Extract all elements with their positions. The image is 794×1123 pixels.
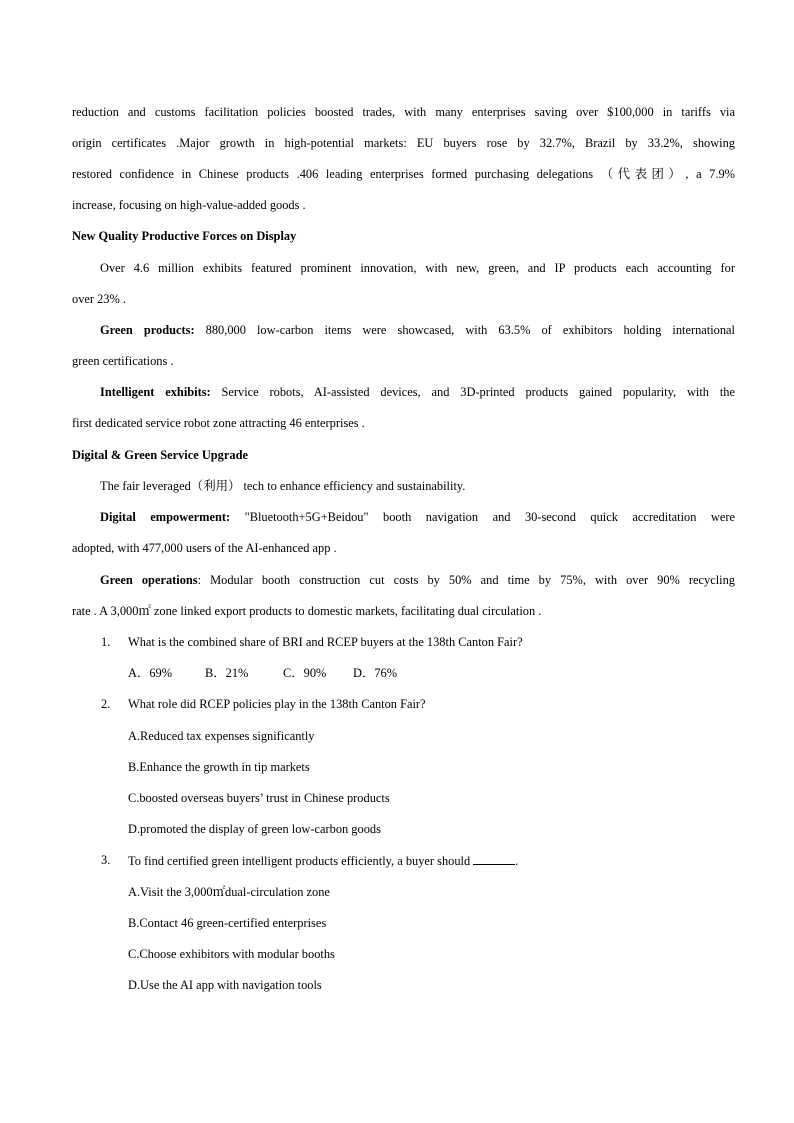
option-b[interactable]: B.Contact 46 green-certified enterprises (128, 916, 327, 930)
green-products-label: Green products: (100, 323, 195, 337)
intro-line-2: origin certificates .Major growth in high-potential markets: EU buyers rose by 32.7%, Brazil by 33.2%, showing (72, 136, 735, 150)
option-a[interactable]: A．69% (128, 666, 173, 680)
option-b[interactable]: B.Enhance the growth in tip markets (128, 760, 310, 774)
section2-para: The fair leveraged（利用） tech to enhance efficiency and sustainability. (100, 479, 466, 493)
option-b[interactable]: B．21% (205, 666, 249, 680)
question-1-choices (128, 665, 397, 681)
intro-line-1: reduction and customs facilitation policies boosted trades, with many enterprises saving over $100,000 in tariffs via (72, 105, 735, 119)
section-heading-digital-green: Digital & Green Service Upgrade (72, 448, 248, 462)
section1-para-line-1: Over 4.6 million exhibits featured prominent innovation, with new, green, and IP products each accounting for (100, 261, 735, 275)
option-d[interactable]: D．76% (353, 666, 398, 680)
question-number: 1. (101, 635, 111, 649)
option-a[interactable]: A.Visit the 3,000㎡dual-circulation zone (128, 885, 330, 899)
question-text: What is the combined share of BRI and RCEP buyers at the 138th Canton Fair? (128, 635, 523, 649)
digital-empowerment-line-2: adopted, with 477,000 users of the AI-enhanced app . (72, 541, 337, 555)
intro-line-4: increase, focusing on high-value-added goods . (72, 198, 306, 212)
question-text: What role did RCEP policies play in the 138th Canton Fair? (128, 697, 426, 711)
option-c[interactable]: C．90% (283, 666, 327, 680)
intro-line-3: restored confidence in Chinese products .406 leading enterprises formed purchasing delegations （代表团）, a 7.9% (72, 167, 735, 181)
section1-para-line-2: over 23% . (72, 292, 127, 306)
option-d[interactable]: D.Use the AI app with navigation tools (128, 978, 322, 992)
answer-blank[interactable] (473, 852, 515, 865)
green-products-line-2: green certifications . (72, 354, 174, 368)
option-d[interactable]: D.promoted the display of green low-carbon goods (128, 822, 381, 836)
green-products-line-1: Green products: 880,000 low-carbon items were showcased, with 63.5% of exhibitors holding international (100, 323, 736, 337)
question-number: 2. (101, 697, 111, 711)
question-text: To find certified green intelligent products efficiently, a buyer should . (128, 854, 519, 868)
digital-empowerment-line-1: Digital empowerment: "Bluetooth+5G+Beidou" booth navigation and 30-second quick accreditation were (100, 510, 735, 524)
section-heading-new-quality: New Quality Productive Forces on Display (72, 229, 297, 243)
option-a[interactable]: A.Reduced tax expenses significantly (128, 729, 315, 743)
option-c[interactable]: C.Choose exhibitors with modular booths (128, 947, 335, 961)
option-c[interactable]: C.boosted overseas buyers’ trust in Chinese products (128, 791, 390, 805)
question-number: 3. (101, 853, 111, 867)
intelligent-exhibits-line-1: Intelligent exhibits: Service robots, AI-assisted devices, and 3D-printed products gained popularity, with the (100, 385, 735, 399)
green-operations-line-2: rate . A 3,000㎡ zone linked export products to domestic markets, facilitating dual circulation . (72, 604, 542, 618)
green-operations-line-1: Green operations: Modular booth construction cut costs by 50% and time by 75%, with over 90% recycling (100, 573, 735, 587)
intelligent-exhibits-line-2: first dedicated service robot zone attracting 46 enterprises . (72, 416, 365, 430)
intelligent-exhibits-label: Intelligent exhibits: (100, 385, 211, 399)
green-operations-label: Green operations (100, 573, 198, 587)
digital-empowerment-label: Digital empowerment: (100, 510, 231, 524)
